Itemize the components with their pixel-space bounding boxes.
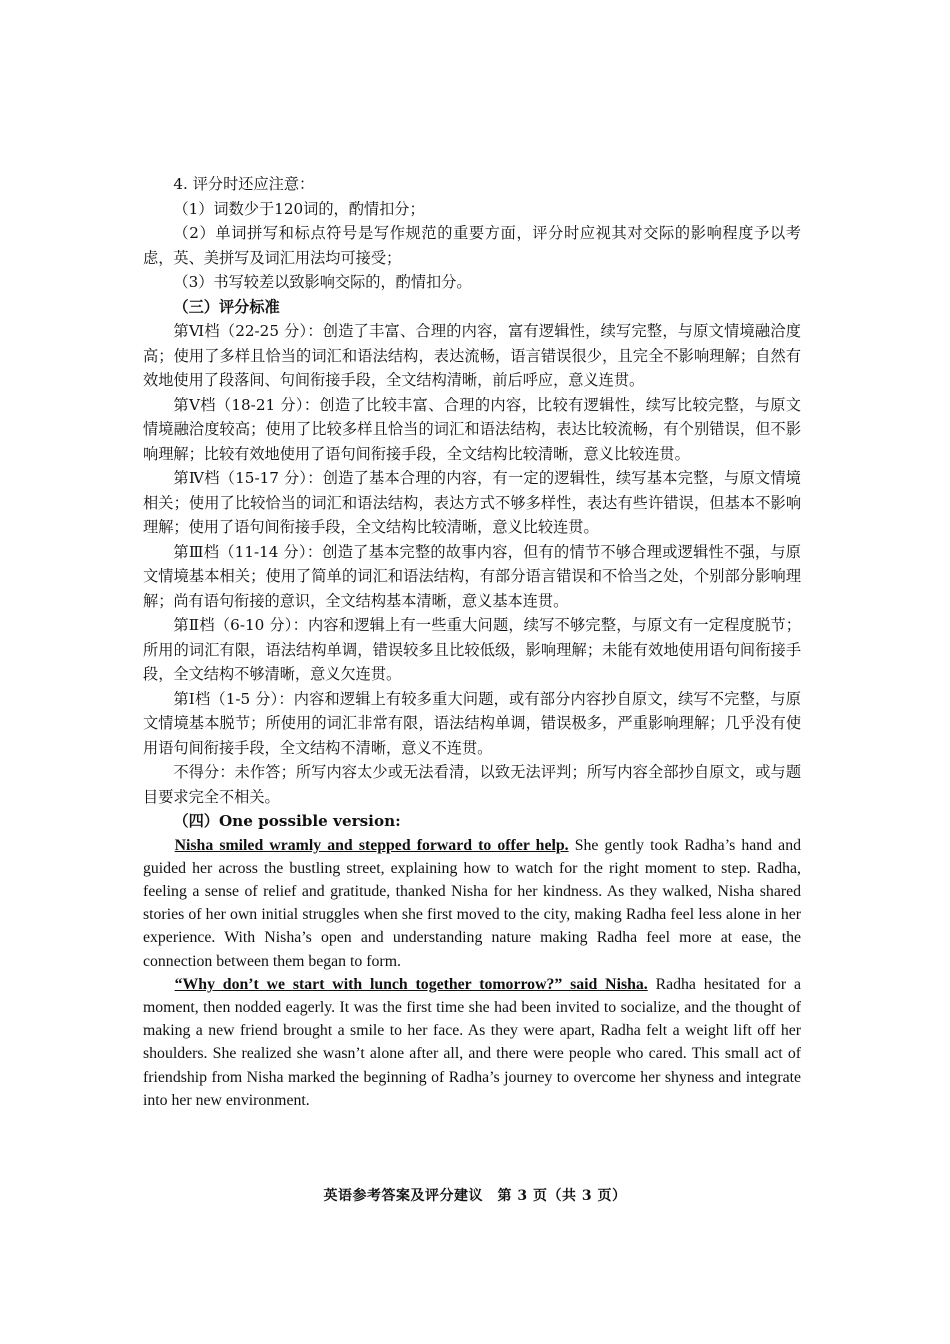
criteria-level: 第Ⅴ档（18-21 分）：创造了比较丰富、合理的内容，比较有逻辑性，续写比较完整，与原文情境融洽度较高；使用了比较多样且恰当的词汇和语法结构，表达比较流畅，有个别错误，但不影响理解；比较有效地使用了语句间衔接手段，全文结构比较清晰，意义比较连贯。 — [143, 395, 801, 463]
notes-title: 4. 评分时还应注意： — [173, 175, 315, 193]
criteria-level: 第Ⅳ档（15-17 分）：创造了基本合理的内容，有一定的逻辑性，续写基本完整，与原文情境相关；使用了比较恰当的词汇和语法结构，表达方式不够多样性，表达有些许错误，但基本不影响理解；使用了语句间衔接手段，全文结构比较清晰，意义比较连贯。 — [143, 469, 801, 536]
essay-paragraph — [143, 834, 801, 973]
criteria-level: 第Ⅲ档（11-14 分）：创造了基本完整的故事内容，但有的情节不够合理或逻辑性不强，与原文情境基本相关；使用了简单的词汇和语法结构，有部分语言错误和不恰当之处，个别部分影响理解；尚有语句衔接的意识，全文结构基本清晰，意义基本连贯。 — [143, 542, 801, 610]
essay-paragraph-body: Radha hesitated for a moment, then nodded eagerly. It was the first time she had been invited to socialize, and the thought of making a new friend brought a smile to her face. As they were apart, Radha felt a weight lift off her shoulders. She realized she wasn’t alone after all, and there were people who cared. This small act of friendship from Nisha marked the beginning of Radha’s journey to overcome her shyness and integrate into her new environment. — [143, 975, 802, 1109]
criteria-no-score: 不得分：未作答；所写内容太少或无法看清，以致无法评判；所写内容全部抄自原文，或与题目要求完全不相关。 — [143, 763, 801, 806]
scoring-notes — [143, 172, 801, 295]
essay-heading: （四）One possible version: — [173, 812, 401, 830]
essay-paragraph-lead: “Why don’t we start with lunch together tomorrow?” said Nisha. — [174, 975, 648, 993]
notes-item: （1）词数少于120词的，酌情扣分； — [173, 199, 425, 218]
criteria-level: 第Ⅱ档（6-10 分）：内容和逻辑上有一些重大问题，续写不够完整，与原文有一定程度脱节；所用的词汇有限，语法结构单调，错误较多且比较低级，影响理解；未能有效地使用语句间衔接手段，全文结构不够清晰，意义欠连贯。 — [143, 616, 801, 683]
criteria-level: 第Ⅵ档（22-25 分）：创造了丰富、合理的内容，富有逻辑性，续写完整，与原文情境融洽度高；使用了多样且恰当的词汇和语法结构，表达流畅，语言错误很少，且完全不影响理解；自然有效地使用了段落间、句间衔接手段，全文结构清晰，前后呼应，意义连贯。 — [143, 322, 801, 389]
essay-paragraph-lead: Nisha smiled wramly and stepped forward to offer help. — [174, 836, 569, 854]
sample-essay — [143, 809, 801, 1112]
criteria-heading: （三）评分标准 — [173, 297, 280, 316]
notes-item: （2）单词拼写和标点符号是写作规范的重要方面，评分时应视其对交际的影响程度予以考虑，英、美拼写及词汇用法均可接受； — [143, 224, 801, 267]
essay-paragraph — [143, 973, 801, 1112]
criteria-level: 第Ⅰ档（1-5 分）：内容和逻辑上有较多重大问题，或有部分内容抄自原文，续写不完整，与原文情境基本脱节；所使用的词汇非常有限，语法结构单调，错误极多，严重影响理解；几乎没有使用语句间衔接手段，全文结构不清晰，意义不连贯。 — [143, 689, 801, 757]
notes-item: （3）书写较差以致影响交际的，酌情扣分。 — [173, 273, 472, 291]
page-content — [143, 172, 801, 1112]
scoring-criteria — [143, 295, 801, 810]
essay-paragraph-body: She gently took Radha’s hand and guided her across the bustling street, explaining how to watch for the right moment to step. Radha, feeling a sense of relief and gratitude, thanked Nisha for her kindness. As they walked, Nisha shared stories of her own initial struggles when she first moved to the city, making Radha feel less alone in her experience. With Nisha’s open and understanding nature making Radha feel more at ease, the connection between them began to form. — [143, 836, 801, 970]
page-footer: 英语参考答案及评分建议 第 3 页（共 3 页） — [323, 1188, 627, 1204]
